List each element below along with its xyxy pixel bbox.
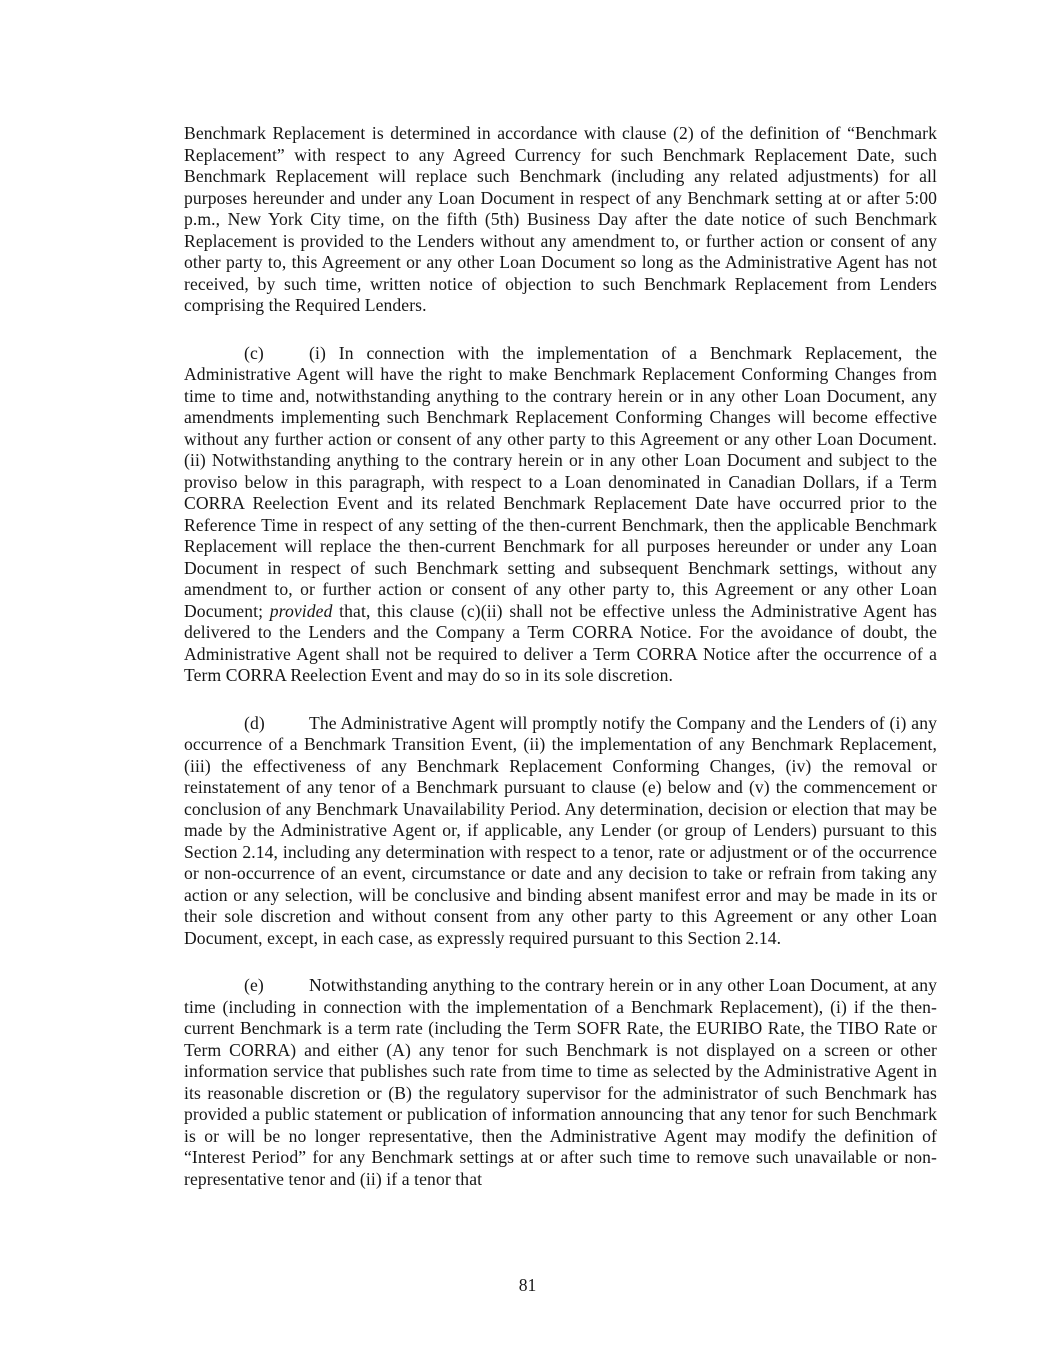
paragraph-label: (c) (244, 342, 264, 363)
paragraph-text: Notwithstanding anything to the contrary herein or in any other Loan Document, at any time (including in connection with the implementation of a Benchmark Replacement), (i) if the then-current Benchmark is a term rate (including the Term SOFR Rate, the EURIBO Rate, the TIBO Rate or Term CORRA) and either (A) any tenor for such Benchmark is not displayed on a screen or other information service that publishes such rate from time to time as selected by the Administrative Agent in its reasonable discretion or (B) the regulatory supervisor for the administrator of such Benchmark has provided a public statement or publication of information announcing that any tenor for such Benchmark is or will be no longer representative, then the Administrative Agent may modify the definition of “Interest Period” for any Benchmark settings at or after such time to remove such unavailable or non-representative tenor and (ii) if a tenor that (184, 975, 937, 1189)
paragraph-text: (i) In connection with the implementation of a Benchmark Replacement, the Administrative Agent will have the right to make Benchmark Replacement Conforming Changes from time to time and, notwithstanding anything to the contrary herein or in any other Loan Document, any amendments implementing such Benchmark Replacement Conforming Changes will become effective without any further action or consent of any other party to this Agreement or any other Loan Document. (ii) Notwithstanding anything to the contrary herein or in any other Loan Document and subject to the proviso below in this paragraph, with respect to a Loan denominated in Canadian Dollars, if a Term CORRA Reelection Event and its related Benchmark Replacement Date have occurred prior to the Reference Time in respect of any setting of the then-current Benchmark, then the applicable Benchmark Replacement will replace the then-current Benchmark for all purposes hereunder or under any Loan Document in respect of such Benchmark setting and subsequent Benchmark settings, without any amendment to, or further action or consent of any other party to, this Agreement or any other Loan Document; (184, 342, 937, 621)
paragraph-e (184, 975, 937, 1190)
paragraph-d (184, 713, 937, 950)
paragraph-text: The Administrative Agent will promptly notify the Company and the Lenders of (i) any occurrence of a Benchmark Transition Event, (ii) the implementation of any Benchmark Replacement, (iii) the effectiveness of any Benchmark Replacement Conforming Changes, (iv) the removal or reinstatement of any tenor of a Benchmark pursuant to clause (e) below and (v) the commencement or conclusion of any Benchmark Unavailability Period. Any determination, decision or election that may be made by the Administrative Agent or, if applicable, any Lender (or group of Lenders) pursuant to this Section 2.14, including any determination with respect to a tenor, rate or adjustment or of the occurrence or non-occurrence of an event, circumstance or date and any decision to take or refrain from taking any action or any selection, will be conclusive and binding absent manifest error and may be made in its or their sole discretion and without consent from any other party to this Agreement or any other Loan Document, except, in each case, as expressly required pursuant to this Section 2.14. (184, 712, 937, 948)
document-body (184, 123, 937, 1216)
paragraph-continuation (184, 123, 937, 317)
italic-term-provided: provided (269, 600, 333, 621)
paragraph-text: Benchmark Replacement is determined in accordance with clause (2) of the definition of “Benchmark Replacement” with respect to any Agreed Currency for such Benchmark Replacement Date, such Benchmark Replacement will replace such Benchmark (including any related adjustments) for all purposes hereunder and under any Loan Document in respect of any Benchmark setting at or after 5:00 p.m., New York City time, on the fifth (5th) Business Day after the date notice of such Benchmark Replacement is provided to the Lenders without any amendment to, or further action or consent of any other party to, this Agreement or any other Loan Document so long as the Administrative Agent has not received, by such time, written notice of objection to such Benchmark Replacement from Lenders comprising the Required Lenders. (184, 123, 937, 315)
paragraph-c (184, 343, 937, 687)
paragraph-label: (e) (244, 975, 264, 995)
paragraph-text: that, this clause (c)(ii) shall not be effective unless the Administrative Agent has delivered to the Lenders and the Company a Term CORRA Notice. For the avoidance of doubt, the Administrative Agent shall not be required to deliver a Term CORRA Notice after the occurrence of a Term CORRA Reelection Event and may do so in its sole discretion. (184, 600, 937, 685)
paragraph-label: (d) (244, 712, 265, 733)
page-number: 81 (518, 1275, 537, 1295)
